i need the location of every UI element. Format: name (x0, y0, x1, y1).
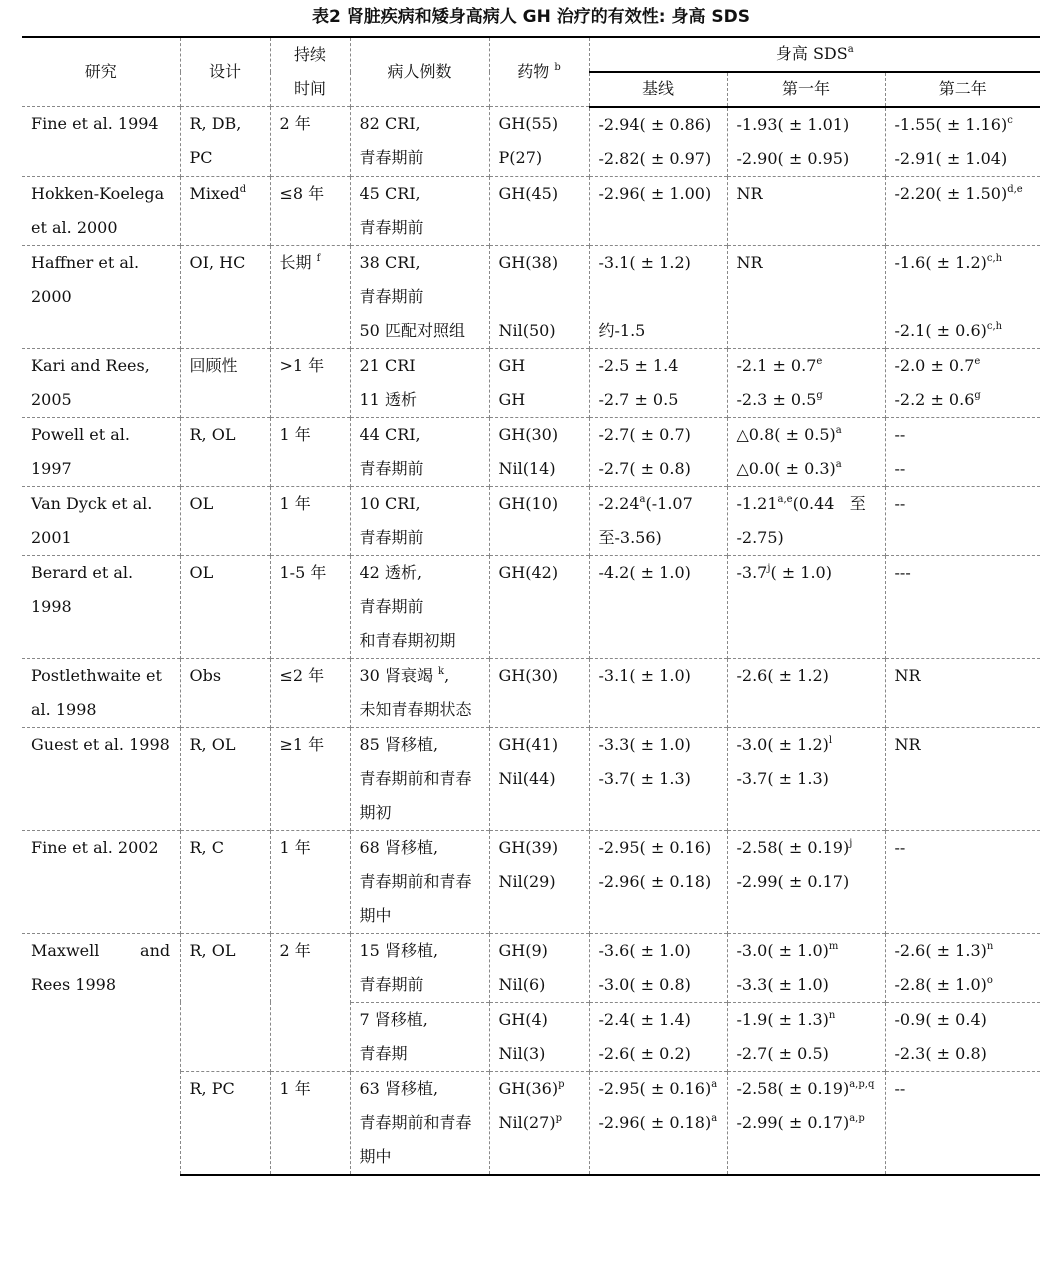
cell-year2: $-2.20( \pm 1.50)^{d,e}$ (885, 176, 1040, 245)
cell-study: Berard et al. 1998 (22, 555, 180, 658)
cell-duration: >1 年 (270, 348, 350, 417)
cell-patients: 63 肾移植, 青春期前和青春期中 (350, 1071, 489, 1175)
col-header-baseline: 基线 (589, 72, 727, 107)
cell-drug: GH(39) Nil(29) (489, 830, 589, 933)
cell-baseline: -2.96( ± 1.00) (589, 176, 727, 245)
cell-patients: 42 透析, 青春期前 和青春期初期 (350, 555, 489, 658)
cell-study: Guest et al. 1998 (22, 727, 180, 830)
col-header-year2: 第二年 (885, 72, 1040, 107)
cell-design: R, C (180, 830, 270, 933)
cell-year1: $-3.0( \pm 1.2)^l$ -3.7( ± 1.3) (727, 727, 885, 830)
cell-patients: 10 CRI, 青春期前 (350, 486, 489, 555)
cell-design: Mixed$^d$ (180, 176, 270, 245)
cell-design: R, PC (180, 1071, 270, 1175)
cell-design: OI, HC (180, 245, 270, 348)
cell-baseline: -2.5 ± 1.4 -2.7 ± 0.5 (589, 348, 727, 417)
table-row (22, 555, 1040, 658)
cell-year1: $-1.9( \pm 1.3)^n$ -2.7( ± 0.5) (727, 1002, 885, 1071)
cell-year2: -0.9( ± 0.4) -2.3( ± 0.8) (885, 1002, 1040, 1071)
table-row (22, 245, 1040, 348)
cell-year1: -1.93( ± 1.01) -2.90( ± 0.95) (727, 107, 885, 177)
cell-year1: -2.6( ± 1.2) (727, 658, 885, 727)
cell-year1: $-2.58( \pm 0.19)^{a,p,q}$ $-2.99( \pm 0.17)^{a,p}$ (727, 1071, 885, 1175)
cell-design: R, OL (180, 933, 270, 1071)
header-row-1 (22, 37, 1040, 72)
cell-drug: GH(41) Nil(44) (489, 727, 589, 830)
col-header-patients: 病人例数 (350, 37, 489, 107)
table-row (22, 107, 1040, 177)
cell-drug: GH(45) (489, 176, 589, 245)
col-header-duration: 持续 时间 (270, 37, 350, 107)
cell-duration: 1 年 (270, 486, 350, 555)
table-row (22, 176, 1040, 245)
cell-year2: --- (885, 555, 1040, 658)
table-row (22, 486, 1040, 555)
cell-year2: -- (885, 830, 1040, 933)
table-row (22, 830, 1040, 933)
cell-year2: $-1.6( \pm 1.2)^{c,h}$ $-2.1( \pm 0.6)^{c,h}$ (885, 245, 1040, 348)
cell-study: Fine et al. 2002 (22, 830, 180, 933)
cell-drug: $GH(36)^p$ $Nil(27)^p$ (489, 1071, 589, 1175)
table-row (22, 658, 1040, 727)
cell-baseline: -2.7( ± 0.7) -2.7( ± 0.8) (589, 417, 727, 486)
cell-patients: 45 CRI, 青春期前 (350, 176, 489, 245)
cell-year1: △0.8( ± 0.5)$^a$ △0.0( ± 0.3)$^a$ (727, 417, 885, 486)
cell-drug: GH(30) Nil(14) (489, 417, 589, 486)
cell-patients: 15 肾移植, 青春期前 (350, 933, 489, 1002)
cell-baseline: $-2.95( \pm 0.16)^a$ $-2.96( \pm 0.18)^a$ (589, 1071, 727, 1175)
cell-baseline: -2.94( ± 0.86) -2.82( ± 0.97) (589, 107, 727, 177)
cell-design: OL (180, 555, 270, 658)
col-header-height-sds: 身高 SDS$^a$ (589, 37, 1040, 72)
cell-drug: GH(38) Nil(50) (489, 245, 589, 348)
cell-duration: 1 年 (270, 1071, 350, 1175)
cell-patients: 7 肾移植, 青春期 (350, 1002, 489, 1071)
cell-duration: 1 年 (270, 417, 350, 486)
cell-patients: 38 CRI, 青春期前 50 匹配对照组 (350, 245, 489, 348)
cell-baseline: -3.1( ± 1.2) 约-1.5 (589, 245, 727, 348)
cell-baseline: -3.6( ± 1.0) -3.0( ± 0.8) (589, 933, 727, 1002)
cell-patients: 85 肾移植, 青春期前和青春期初 (350, 727, 489, 830)
cell-drug: GH(42) (489, 555, 589, 658)
cell-drug: GH(9) Nil(6) (489, 933, 589, 1002)
cell-year1: -2.1 ± 0.7$^e$ -2.3 ± 0.5$^g$ (727, 348, 885, 417)
cell-year2: -- -- (885, 417, 1040, 486)
col-header-design: 设计 (180, 37, 270, 107)
cell-design: 回顾性 (180, 348, 270, 417)
cell-baseline: -2.24$^a$(-1.07 至-3.56) (589, 486, 727, 555)
cell-year1: $-2.58( \pm 0.19)^j$ -2.99( ± 0.17) (727, 830, 885, 933)
cell-design: R, OL (180, 417, 270, 486)
col-header-drug: 药物 $^b$ (489, 37, 589, 107)
cell-drug: GH(4) Nil(3) (489, 1002, 589, 1071)
cell-year2: -- (885, 486, 1040, 555)
cell-drug: GH(10) (489, 486, 589, 555)
cell-study: Van Dyck et al. 2001 (22, 486, 180, 555)
cell-year1: $-3.0( \pm 1.0)^m$ -3.3( ± 1.0) (727, 933, 885, 1002)
cell-year2: NR (885, 658, 1040, 727)
cell-year2: NR (885, 727, 1040, 830)
cell-year1: $-3.7^j( \pm 1.0)$ (727, 555, 885, 658)
cell-baseline: -2.4( ± 1.4) -2.6( ± 0.2) (589, 1002, 727, 1071)
table-row (22, 933, 1040, 1002)
cell-duration: 1-5 年 (270, 555, 350, 658)
cell-design: Obs (180, 658, 270, 727)
cell-drug: GH(30) (489, 658, 589, 727)
cell-study: Kari and Rees, 2005 (22, 348, 180, 417)
cell-patients: 68 肾移植, 青春期前和青春期中 (350, 830, 489, 933)
cell-duration: ≤8 年 (270, 176, 350, 245)
col-header-study: 研究 (22, 37, 180, 107)
cell-duration: 长期 $^f$ (270, 245, 350, 348)
cell-year2: $-1.55( \pm 1.16)^c$ -2.91( ± 1.04) (885, 107, 1040, 177)
cell-duration: 1 年 (270, 830, 350, 933)
cell-baseline: -3.1( ± 1.0) (589, 658, 727, 727)
cell-year1: NR (727, 176, 885, 245)
cell-duration: 2 年 (270, 107, 350, 177)
table-row (22, 348, 1040, 417)
sds-table (22, 36, 1040, 1176)
cell-study: Postlethwaite et al. 1998 (22, 658, 180, 727)
cell-study: Fine et al. 1994 (22, 107, 180, 177)
cell-baseline: -2.95( ± 0.16) -2.96( ± 0.18) (589, 830, 727, 933)
table-row (22, 417, 1040, 486)
cell-drug: GH GH (489, 348, 589, 417)
cell-study: Haffner et al. 2000 (22, 245, 180, 348)
col-header-year1: 第一年 (727, 72, 885, 107)
cell-baseline: -3.3( ± 1.0) -3.7( ± 1.3) (589, 727, 727, 830)
cell-study: Maxwell and Rees 1998 (22, 933, 180, 1175)
cell-year2: -2.0 ± 0.7$^e$ -2.2 ± 0.6$^g$ (885, 348, 1040, 417)
cell-year1: NR (727, 245, 885, 348)
cell-duration: 2 年 (270, 933, 350, 1071)
cell-design: R, DB, PC (180, 107, 270, 177)
cell-drug: GH(55) P(27) (489, 107, 589, 177)
cell-baseline: -4.2( ± 1.0) (589, 555, 727, 658)
table-title: 表2 肾脏疾病和矮身高病人 GH 治疗的有效性: 身高 SDS (312, 7, 750, 27)
cell-year1: -1.21$^{a,e}$(0.44 至 -2.75) (727, 486, 885, 555)
table-row (22, 727, 1040, 830)
cell-design: R, OL (180, 727, 270, 830)
cell-duration: ≤2 年 (270, 658, 350, 727)
cell-duration: ≥1 年 (270, 727, 350, 830)
cell-year2: -- (885, 1071, 1040, 1175)
cell-year2: $-2.6( \pm 1.3)^n$ $-2.8( \pm 1.0)^o$ (885, 933, 1040, 1002)
cell-study: Powell et al. 1997 (22, 417, 180, 486)
cell-study: Hokken-Koelega et al. 2000 (22, 176, 180, 245)
cell-patients: 30 肾衰竭 $^k$, 未知青春期状态 (350, 658, 489, 727)
cell-patients: 44 CRI, 青春期前 (350, 417, 489, 486)
cell-design: OL (180, 486, 270, 555)
cell-patients: 21 CRI 11 透析 (350, 348, 489, 417)
cell-patients: 82 CRI, 青春期前 (350, 107, 489, 177)
